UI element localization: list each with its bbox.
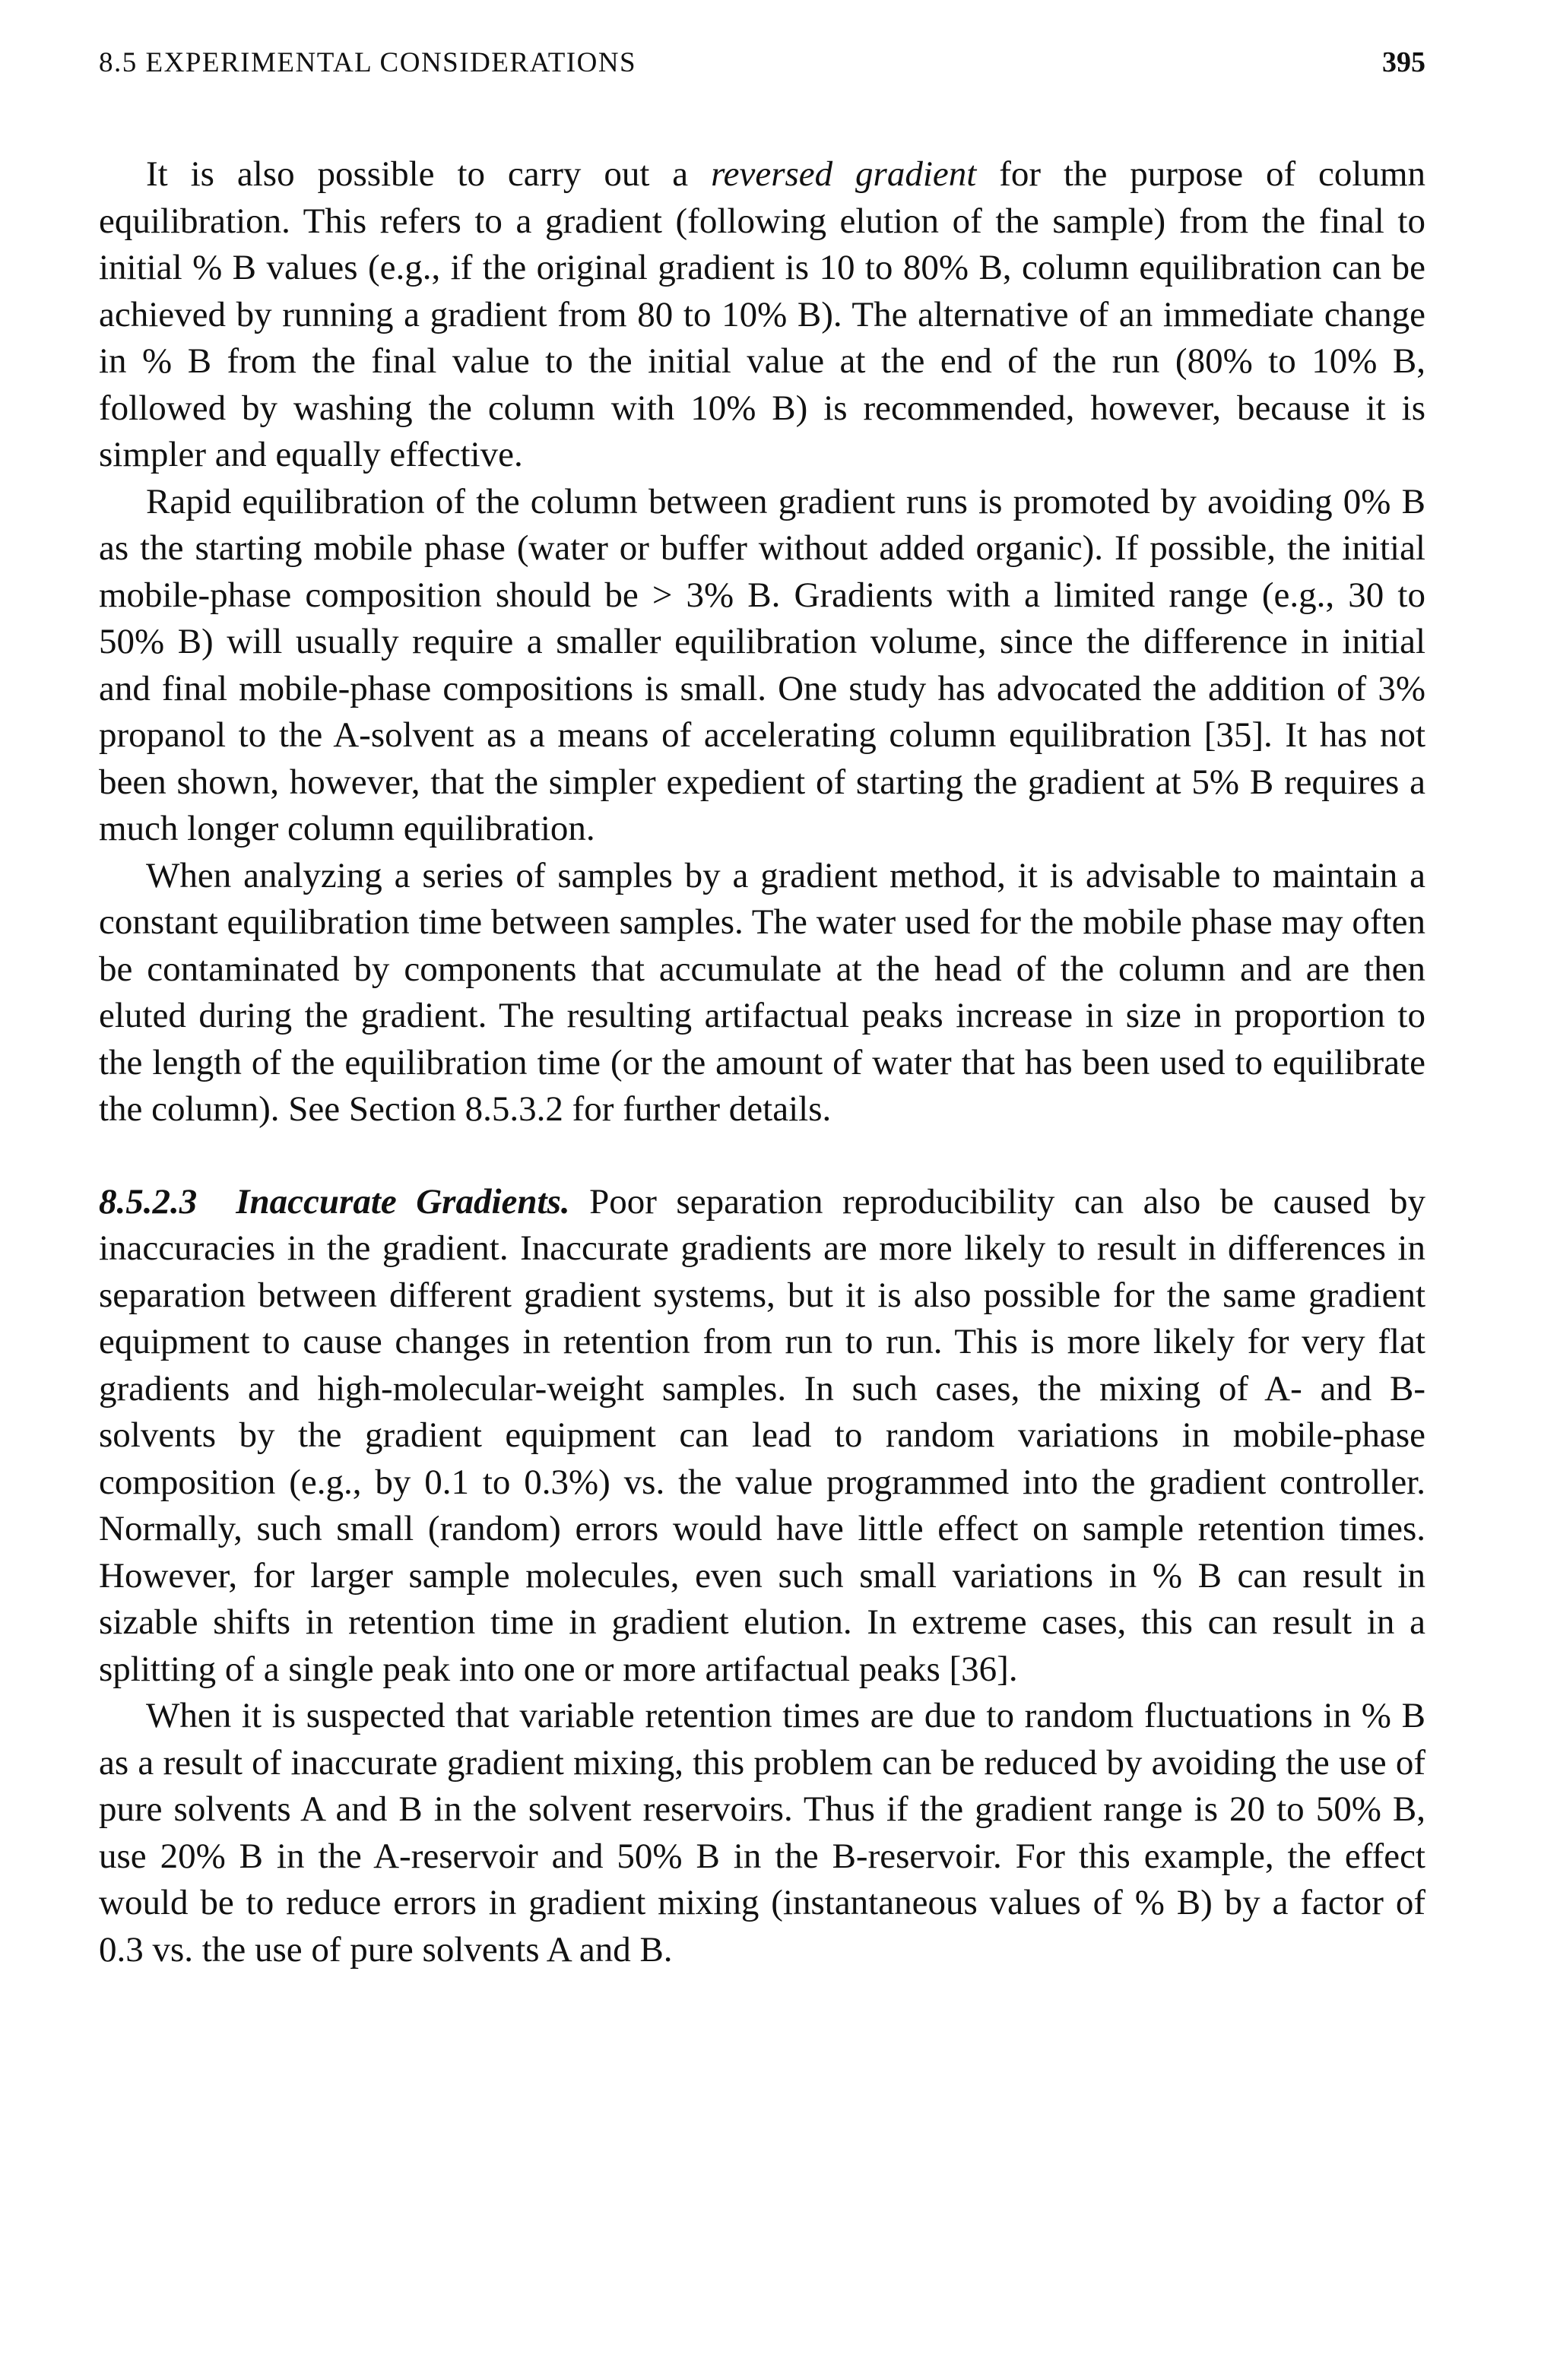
running-head xyxy=(99,46,1425,79)
book-page xyxy=(99,46,1425,1973)
paragraph-text: It is also possible to carry out a xyxy=(146,154,712,194)
italic-term: reversed gradient xyxy=(711,154,977,194)
paragraph-reversed-gradient xyxy=(99,151,1425,479)
section-label: 8.5 EXPERIMENTAL CONSIDERATIONS xyxy=(99,47,637,78)
paragraph-series-of-samples: When analyzing a series of samples by a gradient method, it is advisable to maintain a constant equilibration time between samples. The water used for the mobile phase may often be contaminated by components that accumulate at the head of the column and are then eluted during the gradient. The resulting artifactual peaks increase in size in proportion to the length of the equilibration time (or the amount of water that has been used to equilibrate the column). See Section 8.5.3.2 for further details. xyxy=(99,855,1425,1129)
page-number: 395 xyxy=(1382,46,1425,78)
section-title: Inaccurate Gradients. xyxy=(236,1181,570,1222)
section-number: 8.5.2.3 xyxy=(99,1181,198,1222)
paragraph-rapid-equilibration: Rapid equilibration of the column between gradient runs is promoted by avoiding 0% B as the starting mobile phase (water or buffer without added organic). If possible, the initial mobile-phase composition should be > 3% B. Gradients with a limited range (e.g., 30 to 50% B) will usually require a smaller equilibration volume, since the difference in initial and final mobile-phase compositions is small. One study has advocated the addition of 3% propanol to the A-solvent as a means of accelerating column equilibration [35]. It has not been shown, however, that the simpler expedient of starting the gradient at 5% B requires a much longer column equilibration. xyxy=(99,481,1425,848)
paragraph-text: Poor separation reproducibility can also be caused by inaccuracies in the gradient. Inaccurate gradients are more likely to result in differences in separation between different gradient systems, but it is also possible for the same gradient equipment to cause changes in retention from run to run. This is more likely for very flat gradients and high-molecular-weight samples. In such cases, the mixing of A- and B-solvents by the gradient equipment can lead to random variations in mobile-phase composition (e.g., by 0.1 to 0.3%) vs. the value programmed into the gradient controller. Normally, such small (random) errors would have little effect on sample retention times. However, for larger sample molecules, even such small variations in % B can result in sizable shifts in retention time in gradient elution. In extreme cases, this can result in a splitting of a single peak into one or more artifactual peaks [36]. xyxy=(99,1181,1426,1689)
paragraph-random-fluctuations: When it is suspected that variable retention times are due to random fluctuations in % B as a result of inaccurate gradient mixing, this problem can be reduced by avoiding the use of pure solvents A and B in the solvent reservoirs. Thus if the gradient range is 20 to 50% B, use 20% B in the A-reservoir and 50% B in the B-reservoir. For this example, the effect would be to reduce errors in gradient mixing (instantaneous values of % B) by a factor of 0.3 vs. the use of pure solvents A and B. xyxy=(99,1696,1425,1970)
section-inaccurate-gradients xyxy=(99,1179,1425,1694)
paragraph-text: for the purpose of column equilibration. This refers to a gradient (following elution of the sample) from the final to initial % B values (e.g., if the original gradient is 10 to 80% B, column equilibration can be achieved by running a gradient from 80 to 10% B). The alternative of an immediate change in % B from the final value to the initial value at the end of the run (80% to 10% B, followed by washing the column with 10% B) is recommended, however, because it is simpler and equally effective. xyxy=(99,154,1426,474)
